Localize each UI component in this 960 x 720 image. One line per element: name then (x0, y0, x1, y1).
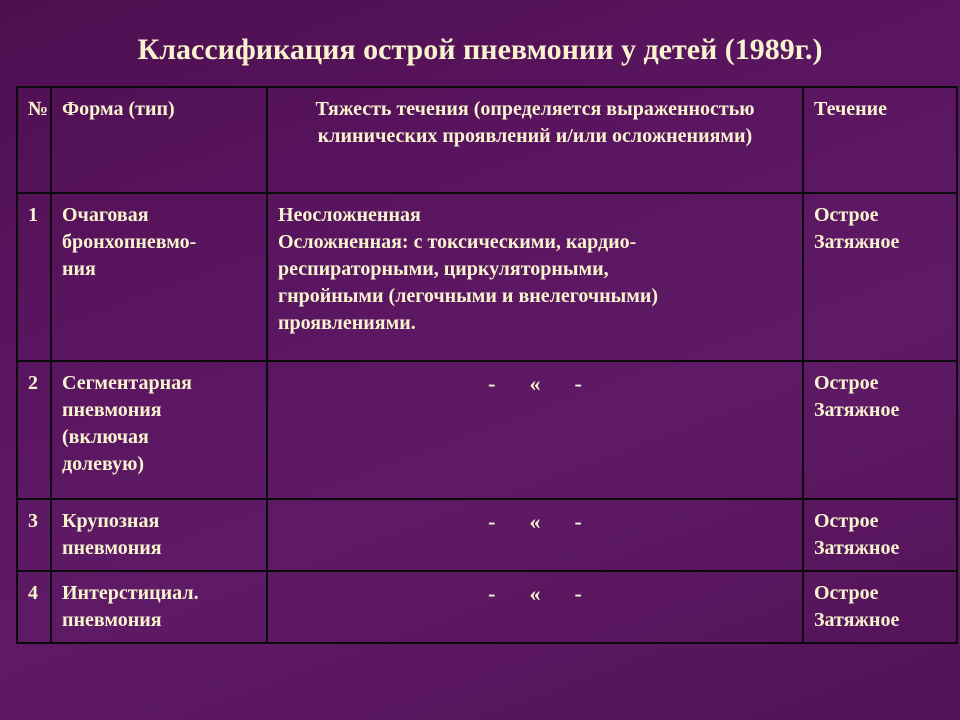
row-severity (267, 499, 803, 571)
row-num: 4 (17, 571, 51, 643)
row-num: 3 (17, 499, 51, 571)
ditto-quote: « (529, 371, 541, 396)
row-severity: Неосложненная Осложненная: с токсическими, кардио- респираторными, циркуляторными, гнройными (легочными и внелегочными) проявлениями. (267, 193, 803, 361)
ditto-dash: - (574, 581, 582, 606)
table-header-row (17, 87, 957, 193)
row-course: Острое Затяжное (803, 499, 957, 571)
ditto-dash: - (574, 371, 582, 396)
table-row (17, 571, 957, 643)
ditto-dash: - (488, 509, 496, 534)
ditto-quote: « (529, 581, 541, 606)
row-severity (267, 361, 803, 499)
row-num: 1 (17, 193, 51, 361)
header-severity: Тяжесть течения (определяется выраженностью клинических проявлений и/или осложнениями) (267, 87, 803, 193)
header-course: Течение (803, 87, 957, 193)
ditto-mark (278, 370, 792, 397)
ditto-quote: « (529, 509, 541, 534)
table-row (17, 499, 957, 571)
slide-title: Классификация острой пневмонии у детей (1989г.) (137, 33, 823, 66)
ditto-mark (278, 580, 792, 607)
row-severity (267, 571, 803, 643)
ditto-dash: - (574, 509, 582, 534)
header-form: Форма (тип) (51, 87, 267, 193)
header-num: № (17, 87, 51, 193)
ditto-mark (278, 508, 792, 535)
row-course: Острое Затяжное (803, 193, 957, 361)
row-form: Крупозная пневмония (51, 499, 267, 571)
ditto-dash: - (488, 371, 496, 396)
row-course: Острое Затяжное (803, 571, 957, 643)
table-row (17, 361, 957, 499)
table-row (17, 193, 957, 361)
row-form: Интерстициал. пневмония (51, 571, 267, 643)
row-form: Сегментарная пневмония (включая долевую) (51, 361, 267, 499)
row-form: Очаговая бронхопневмо- ния (51, 193, 267, 361)
classification-table (16, 86, 958, 644)
ditto-dash: - (488, 581, 496, 606)
row-course: Острое Затяжное (803, 361, 957, 499)
row-num: 2 (17, 361, 51, 499)
